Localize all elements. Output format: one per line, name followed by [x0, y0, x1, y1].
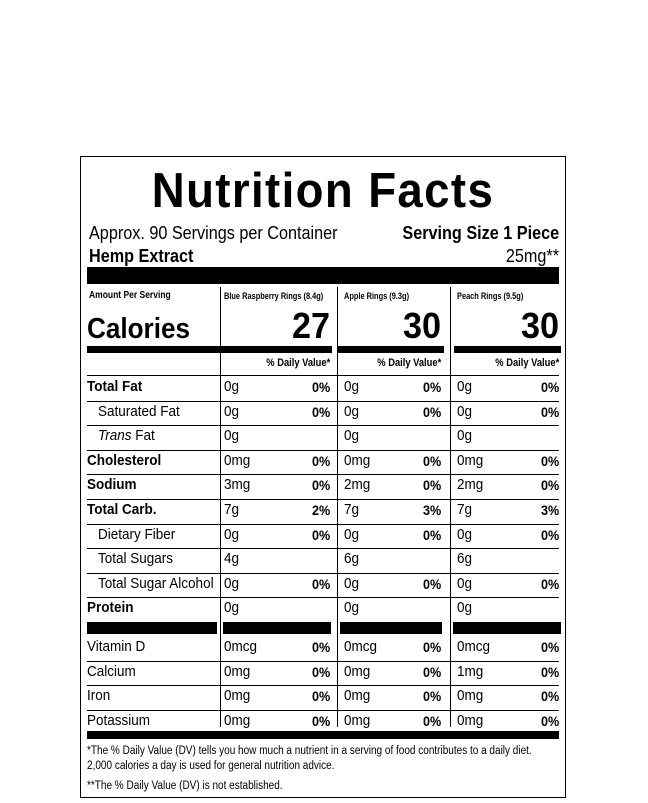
nutrient-amount: 0g [224, 402, 240, 420]
row-divider [87, 661, 559, 662]
nutrient-amount: 0g [457, 574, 473, 592]
nutrient-amount: 0g [224, 525, 240, 543]
nutrient-label-text: Dietary Fiber [98, 525, 176, 543]
nutrient-label [98, 550, 173, 568]
vitamin-daily-value: 0% [311, 663, 330, 680]
nutrient-amount: 3mg [224, 476, 251, 494]
vitamin-daily-value: 0% [540, 639, 559, 655]
calories-value: 27 [291, 305, 330, 346]
nutrient-daily-value: 0% [311, 477, 330, 494]
vitamin-daily-value: 0% [540, 688, 559, 704]
hemp-extract-label: Hemp Extract [89, 246, 194, 266]
nutrient-daily-value: 0% [540, 477, 559, 494]
footnote-dv: *The % Daily Value (DV) tells you how much a nutrient in a serving of food contributes to a daily diet. [87, 745, 532, 757]
nutrient-label [98, 575, 214, 593]
vitamin-divider [223, 622, 331, 634]
row-divider [87, 685, 559, 686]
nutrient-daily-value: 0% [311, 403, 330, 420]
row-divider [87, 474, 559, 475]
nutrient-daily-value: 3% [422, 502, 441, 518]
nutrient-daily-value: 0% [540, 452, 559, 469]
calories-label: Calories [87, 313, 191, 345]
vitamin-amount: 0mcg [457, 638, 491, 655]
nutrition-facts-title: Nutrition Facts [151, 164, 495, 218]
nutrient-label-text: Total Sugar Alcohol [98, 574, 214, 592]
nutrient-daily-value: 0% [422, 379, 441, 395]
vitamin-label: Potassium [87, 711, 151, 729]
nutrient-daily-value: 0% [540, 526, 559, 543]
vitamin-amount: 0mg [344, 711, 371, 729]
calories-value: 30 [402, 305, 441, 346]
nutrient-amount: 0g [224, 427, 240, 445]
nutrient-amount: 7g [457, 501, 473, 518]
nutrient-daily-value: 0% [540, 575, 559, 592]
nutrient-amount: 0mg [224, 451, 251, 469]
nutrient-amount: 0g [344, 525, 360, 543]
calories-value: 30 [520, 305, 559, 346]
nutrient-amount: 7g [344, 501, 360, 518]
nutrient-label-text: Total Fat [87, 378, 143, 395]
vitamin-daily-value: 0% [422, 688, 441, 704]
thick-divider-top [87, 267, 559, 284]
vitamin-divider [87, 622, 217, 634]
nutrient-daily-value: 0% [311, 452, 330, 469]
nutrient-amount: 0g [224, 574, 240, 592]
calories-divider [337, 346, 444, 353]
product-name: Blue Raspberry Rings (8.4g) [224, 291, 324, 302]
vitamin-amount: 1mg [457, 662, 484, 680]
nutrient-daily-value: 0% [540, 379, 559, 395]
daily-value-header: % Daily Value* [377, 357, 441, 369]
vitamin-amount: 0mg [344, 662, 371, 680]
vitamin-amount: 0mg [457, 711, 484, 729]
nutrient-amount: 0g [224, 599, 240, 617]
serving-size: Serving Size 1 Piece [402, 223, 559, 243]
nutrient-amount: 0mg [457, 451, 484, 469]
vitamin-daily-value: 0% [311, 639, 330, 655]
nutrient-daily-value: 0% [311, 379, 330, 395]
nutrient-label-text: Protein [87, 599, 134, 617]
nutrient-label [87, 378, 142, 396]
product-name: Peach Rings (9.5g) [457, 291, 524, 302]
vitamin-label: Iron [87, 687, 111, 704]
vitamin-daily-value: 0% [422, 639, 441, 655]
row-divider [87, 524, 559, 525]
nutrient-label-text: Saturated Fat [98, 402, 180, 420]
nutrient-label [87, 599, 134, 617]
nutrient-amount: 0mg [344, 451, 371, 469]
nutrient-label [98, 403, 180, 421]
nutrient-amount: 2mg [344, 476, 371, 494]
vitamin-daily-value: 0% [422, 712, 441, 729]
nutrient-daily-value: 0% [422, 477, 441, 494]
calories-divider [87, 346, 220, 353]
nutrient-amount: 0g [457, 525, 473, 543]
nutrient-label [87, 476, 137, 494]
nutrient-amount: 0g [457, 599, 473, 617]
nutrient-label [87, 501, 157, 519]
nutrient-amount: 0g [457, 378, 473, 395]
product-name: Apple Rings (9.3g) [344, 291, 410, 302]
row-divider [87, 710, 559, 711]
nutrient-daily-value: 0% [311, 526, 330, 543]
nutrient-amount: 0g [344, 402, 360, 420]
vitamin-divider [340, 622, 442, 634]
vitamin-amount: 0mg [224, 662, 251, 680]
nutrient-amount: 0g [457, 427, 473, 445]
nutrient-label-text: Sodium [87, 476, 137, 494]
nutrient-amount: 0g [224, 378, 240, 395]
vitamin-daily-value: 0% [311, 688, 330, 704]
nutrient-daily-value: 0% [540, 403, 559, 420]
nutrient-label [98, 526, 175, 544]
footnote-calories: 2,000 calories a day is used for general nutrition advice. [87, 760, 335, 772]
nutrient-daily-value: 0% [422, 403, 441, 420]
nutrient-daily-value: 0% [311, 575, 330, 592]
thick-divider-bottom [87, 731, 559, 739]
row-divider [87, 450, 559, 451]
row-divider [87, 597, 559, 598]
nutrient-label-text: Cholesterol [87, 451, 162, 469]
nutrient-daily-value: 0% [422, 575, 441, 592]
vitamin-amount: 0mcg [224, 638, 258, 655]
vitamin-daily-value: 0% [540, 712, 559, 729]
row-divider [87, 401, 559, 402]
vitamin-label: Calcium [87, 662, 136, 680]
row-divider [87, 425, 559, 426]
nutrient-daily-value: 0% [422, 452, 441, 469]
row-divider [87, 548, 559, 549]
daily-value-header: % Daily Value* [495, 357, 559, 369]
nutrient-amount: 2mg [457, 476, 484, 494]
vitamin-amount: 0mg [457, 687, 484, 704]
nutrient-label [98, 427, 155, 445]
nutrition-facts-panel [80, 156, 566, 798]
nutrient-label-text: Fat [131, 427, 155, 445]
vitamin-divider [453, 622, 561, 634]
nutrient-amount: 0g [344, 574, 360, 592]
row-divider [87, 573, 559, 574]
hemp-extract-amount: 25mg** [505, 246, 559, 266]
amount-per-serving: Amount Per Serving [89, 290, 171, 301]
calories-divider [454, 346, 561, 353]
calories-divider [220, 346, 332, 353]
nutrient-amount: 7g [224, 501, 240, 518]
nutrient-label-text: Total Carb. [87, 501, 157, 518]
vitamin-amount: 0mg [344, 687, 371, 704]
daily-value-header: % Daily Value* [266, 357, 330, 369]
vitamin-amount: 0mg [224, 711, 251, 729]
nutrient-amount: 4g [224, 550, 240, 568]
nutrient-amount: 6g [344, 550, 360, 568]
nutrient-amount: 6g [457, 550, 473, 568]
nutrient-amount: 0g [457, 402, 473, 420]
row-divider [87, 375, 559, 376]
nutrient-daily-value: 0% [422, 526, 441, 543]
nutrient-amount: 0g [344, 427, 360, 445]
nutrient-daily-value: 2% [311, 502, 330, 518]
nutrient-amount: 0g [344, 378, 360, 395]
servings-per-container: Approx. 90 Servings per Container [89, 223, 338, 243]
vitamin-daily-value: 0% [422, 663, 441, 680]
vitamin-daily-value: 0% [311, 712, 330, 729]
vitamin-daily-value: 0% [540, 663, 559, 680]
nutrient-label [87, 452, 161, 470]
row-divider [87, 499, 559, 500]
vitamin-label: Vitamin D [87, 638, 146, 655]
nutrient-daily-value: 3% [540, 502, 559, 518]
nutrient-amount: 0g [344, 599, 360, 617]
nutrient-label-italic: Trans [98, 427, 132, 445]
vitamin-amount: 0mg [224, 687, 251, 704]
vitamin-amount: 0mcg [344, 638, 378, 655]
nutrient-label-text: Total Sugars [98, 550, 174, 568]
footnote-not-established: **The % Daily Value (DV) is not established. [87, 780, 283, 792]
